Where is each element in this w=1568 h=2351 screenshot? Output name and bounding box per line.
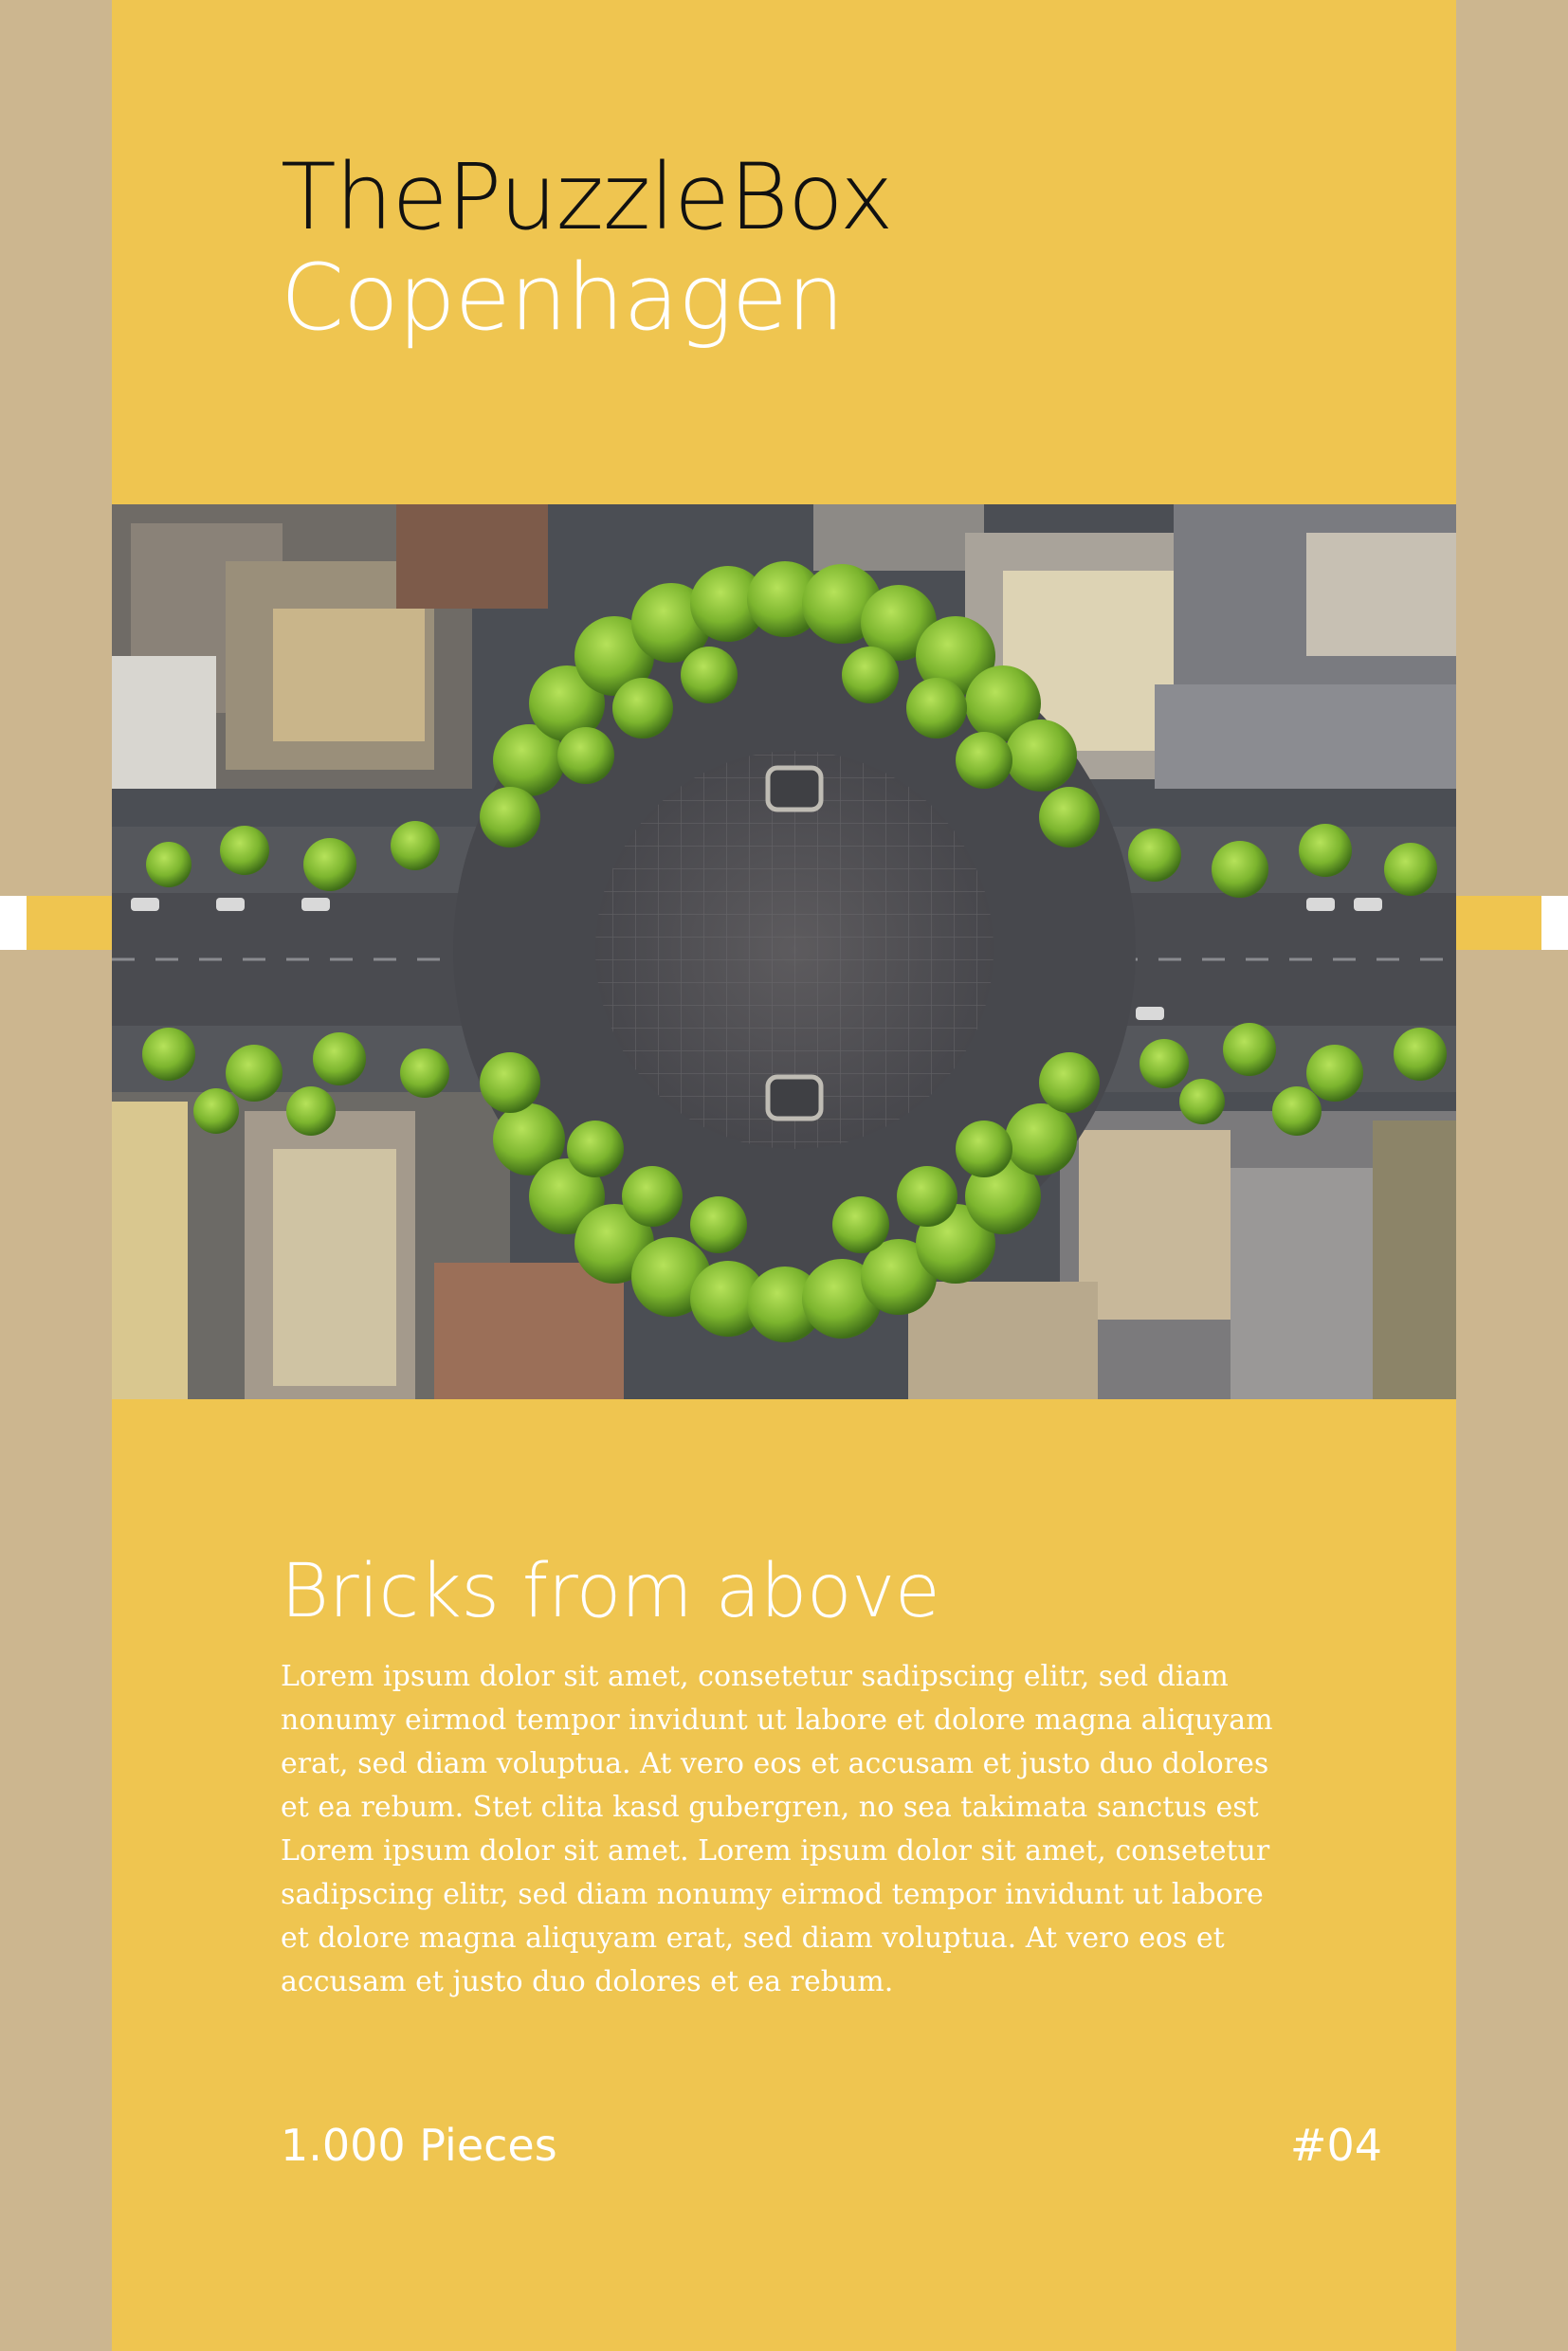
- aerial-roundabout-icon: [112, 504, 1456, 1399]
- section-title: Bricks from above: [281, 1549, 940, 1634]
- aerial-photo: [112, 504, 1456, 1399]
- body-text: Lorem ipsum dolor sit amet, consetetur sadipscing elitr, sed diam nonumy eirmod tempor invidunt ut labore et dolore magna aliquyam erat, sed diam voluptua. At vero eos et accusam et justo duo dolores et ea rebum. Stet clita kasd gubergren, no sea takimata sanctus est Lorem ipsum dolor sit amet. Lorem ipsum dolor sit amet, consetetur sadipscing elitr, sed diam nonumy eirmod tempor invidunt ut labore et dolore magna aliquyam erat, sed diam voluptua. At vero eos et accusam et justo duo dolores et ea rebum.: [281, 1660, 1273, 1998]
- right-side-strip: [1456, 0, 1568, 2351]
- fountain-south: [768, 1077, 821, 1119]
- brand-name: ThePuzzleBox: [281, 144, 893, 250]
- left-yellow-marker: [27, 896, 112, 950]
- right-white-marker: [1541, 896, 1568, 950]
- right-yellow-marker: [1456, 896, 1541, 950]
- left-white-marker: [0, 896, 27, 950]
- cover-panel: [112, 0, 1456, 2351]
- piece-count: 1.000 Pieces: [281, 2120, 557, 2171]
- left-side-strip: [0, 0, 112, 2351]
- brand-block: [281, 144, 893, 351]
- brand-city: Copenhagen: [281, 245, 844, 351]
- fountain-north: [768, 768, 821, 810]
- edition-number: #04: [1289, 2120, 1382, 2171]
